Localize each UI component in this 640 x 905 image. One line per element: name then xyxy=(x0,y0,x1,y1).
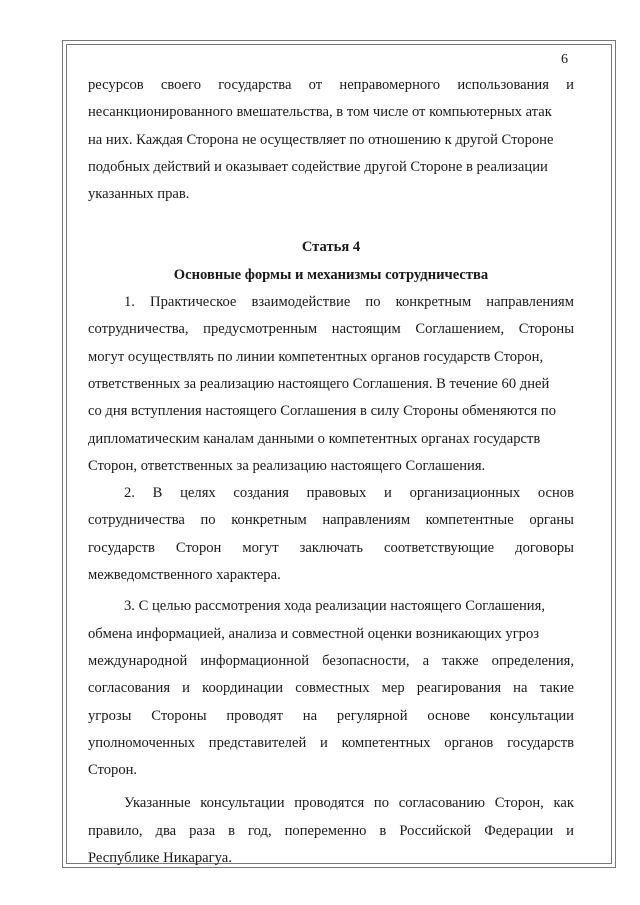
text-line: Сторон, ответственных за реализацию настоящего Соглашения. xyxy=(88,457,486,474)
paragraph-2 xyxy=(88,480,574,589)
text-line: международной информационной безопасности, а также определения, xyxy=(88,652,574,669)
text-line: 2. В целях создания правовых и организационных основ xyxy=(124,485,574,502)
paragraph-3 xyxy=(88,593,574,784)
text-line: на них. Каждая Сторона не осуществляет по отношению к другой Стороне xyxy=(88,131,554,148)
article-heading: Статья 4 xyxy=(301,239,361,256)
text-line: уполномоченных представителей и компетентных органов государств xyxy=(88,734,574,751)
paragraph-1 xyxy=(88,289,574,480)
paragraph-continuation xyxy=(88,72,574,208)
text-line: межведомственного характера. xyxy=(88,567,281,584)
text-line: подобных действий и оказывает содействие другой Стороне в реализации xyxy=(88,158,548,175)
text-line: ресурсов своего государства от неправомерного использования и xyxy=(88,77,574,93)
text-line: Указанные консультации проводятся по согласованию Сторон, как xyxy=(124,795,574,812)
text-line: 3. С целью рассмотрения хода реализации настоящего Соглашения, xyxy=(124,598,545,615)
text-line: сотрудничества, предусмотренным настоящим Соглашением, Стороны xyxy=(88,321,574,338)
text-line: сотрудничества по конкретным направлениям компетентные органы xyxy=(88,512,574,529)
text-line: несанкционированного вмешательства, в том числе от компьютерных атак xyxy=(88,104,552,121)
text-line: ответственных за реализацию настоящего Соглашения. В течение 60 дней xyxy=(88,375,550,392)
text-line: могут осуществлять по линии компетентных органов государств Сторон, xyxy=(88,348,544,365)
text-line: указанных прав. xyxy=(88,186,190,203)
text-line: правило, два раза в год, попеременно в Российской Федерации и xyxy=(88,822,574,839)
article-title: Основные формы и механизмы сотрудничества xyxy=(173,266,489,283)
paragraph-4 xyxy=(88,790,574,872)
text-line: угрозы Стороны проводят на регулярной основе консультации xyxy=(88,707,574,724)
text-line: дипломатическим каналам данными о компетентных органах государств xyxy=(88,430,541,447)
document-body xyxy=(88,72,574,872)
text-line: Сторон. xyxy=(88,762,138,779)
text-line: со дня вступления настоящего Соглашения в силу Стороны обменяются по xyxy=(88,403,556,420)
page-number: 6 xyxy=(561,52,568,67)
text-line: государств Сторон могут заключать соответствующие договоры xyxy=(88,539,574,556)
text-line: обмена информацией, анализа и совместной оценки возникающих угроз xyxy=(88,625,540,642)
text-line: 1. Практическое взаимодействие по конкретным направлениям xyxy=(124,294,574,311)
text-line: согласования и координации совместных мер реагирования на такие xyxy=(88,680,574,697)
text-line: Республике Никарагуа. xyxy=(88,850,232,867)
